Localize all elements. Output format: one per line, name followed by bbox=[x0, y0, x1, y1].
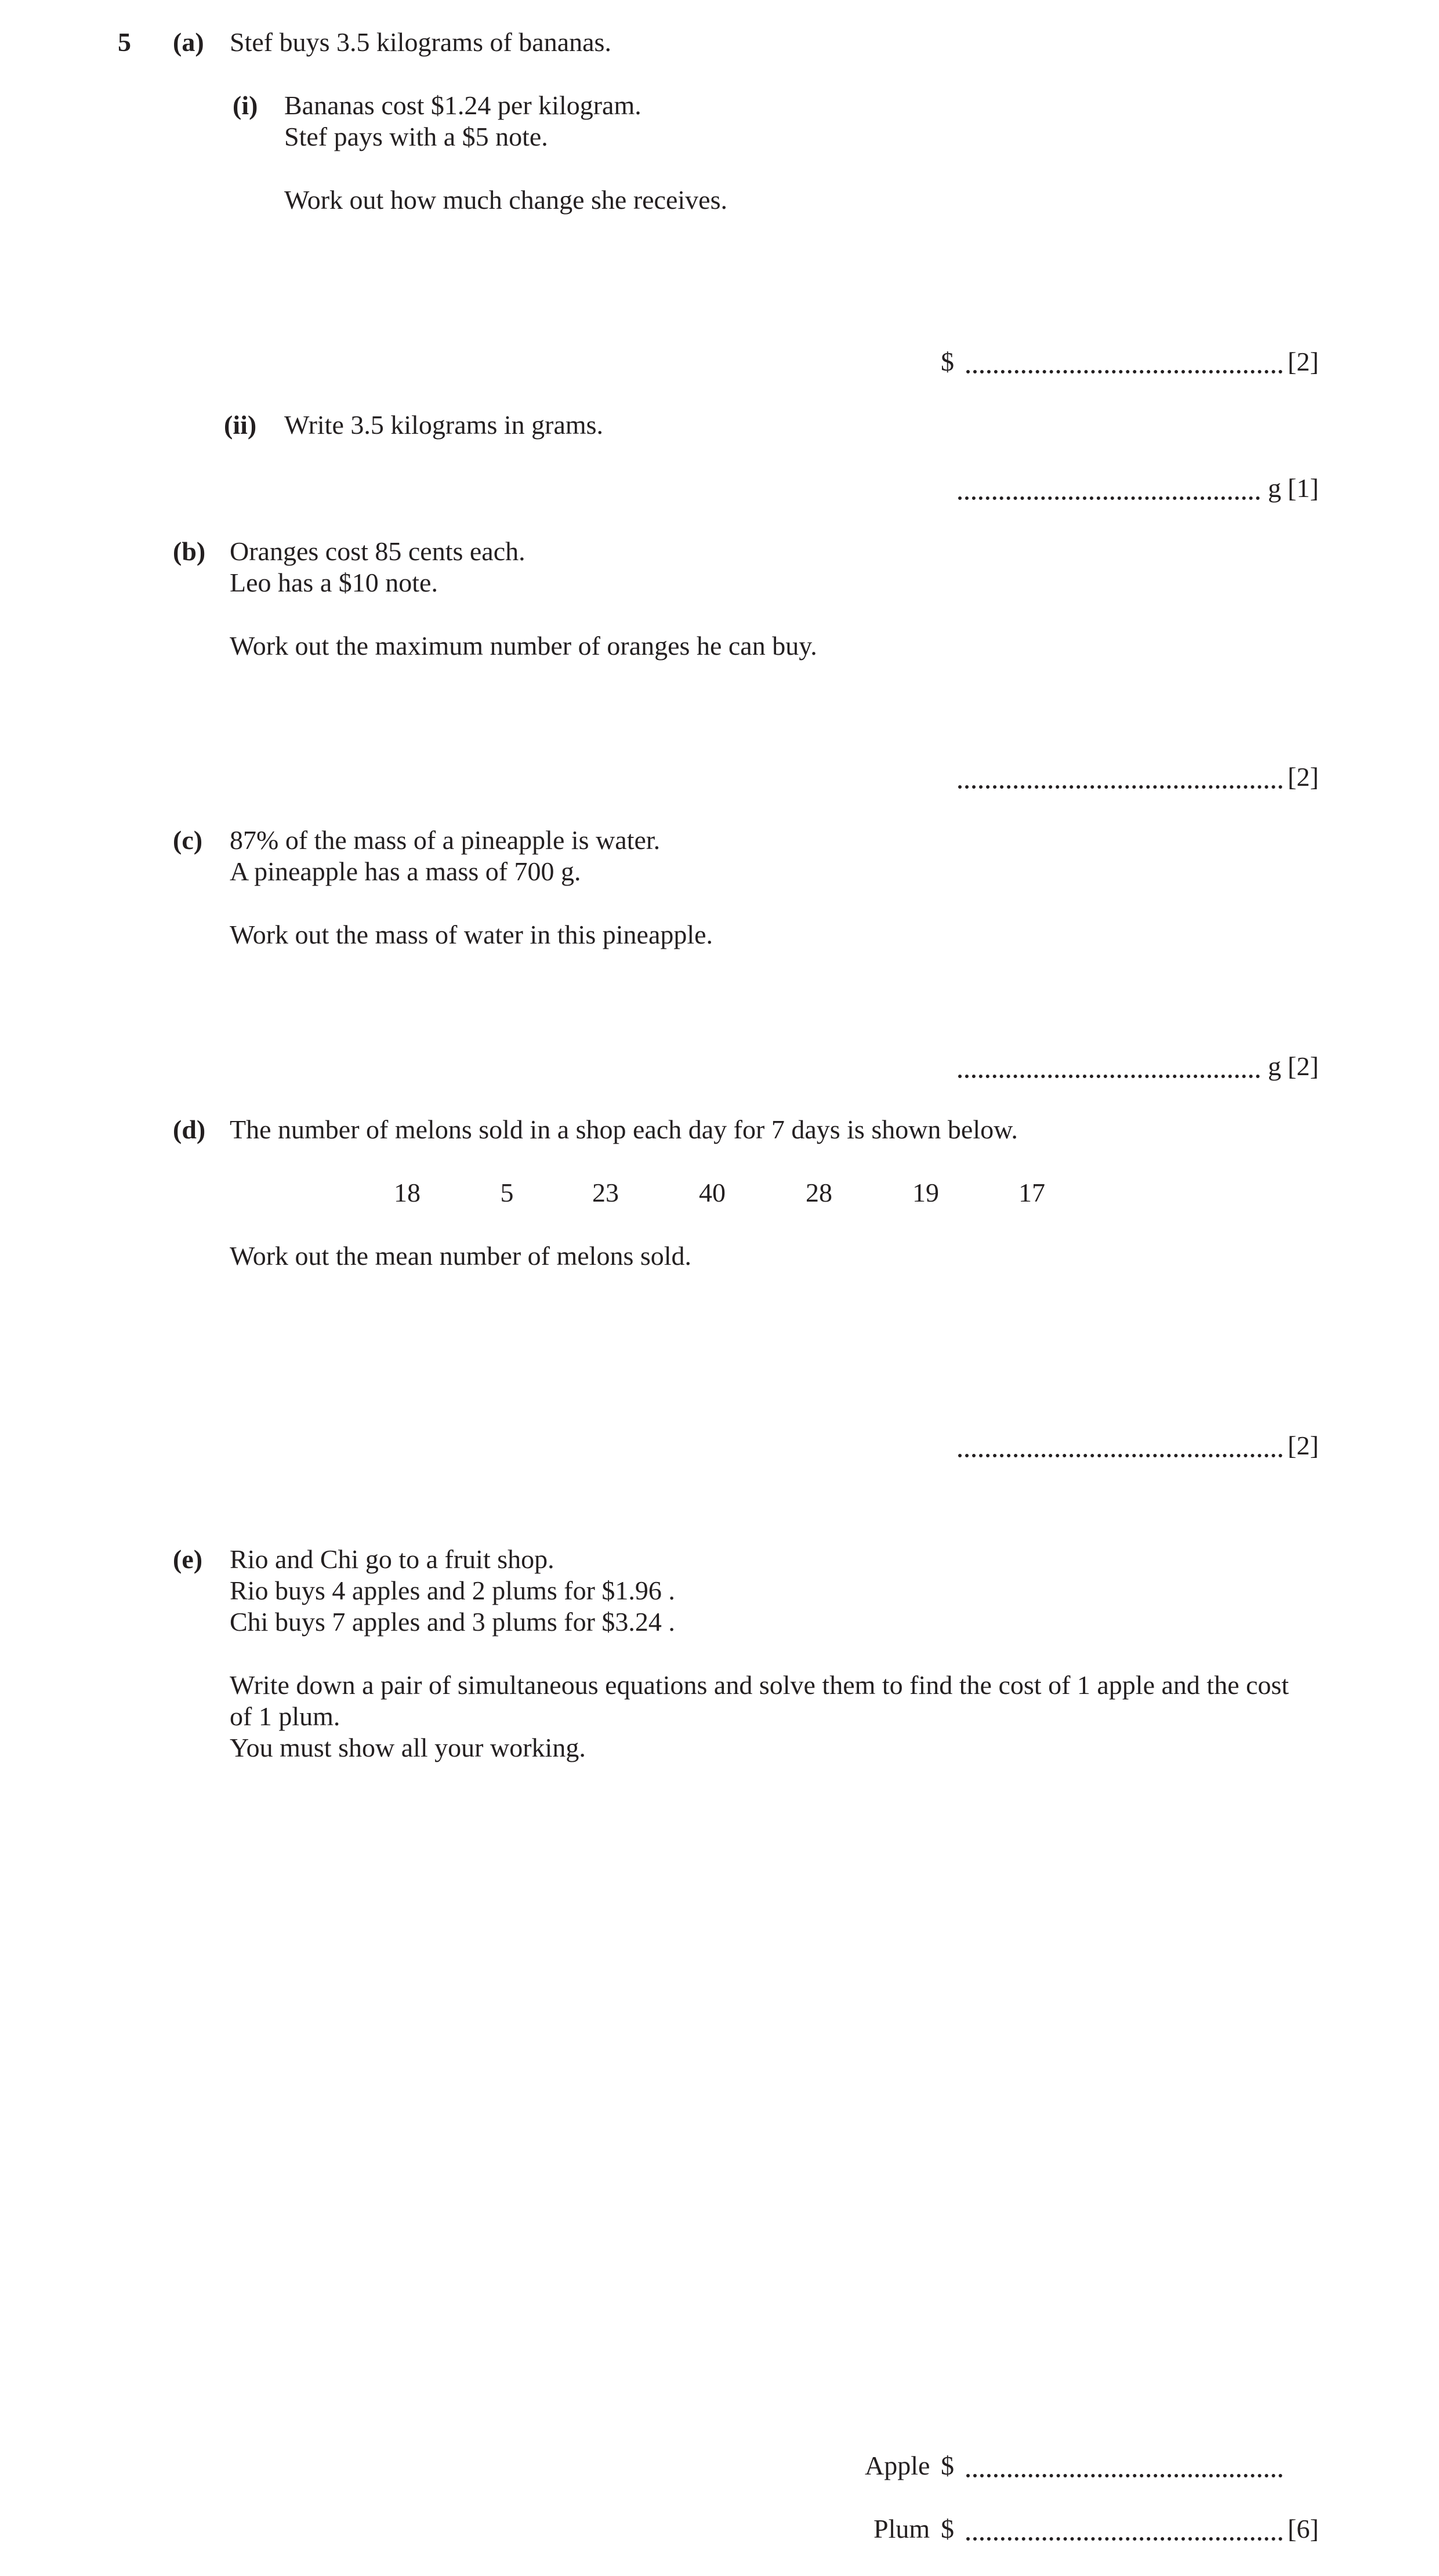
apple-currency: $ bbox=[941, 2451, 954, 2480]
melon-value-4: 40 bbox=[699, 1178, 726, 1207]
melon-value-5: 28 bbox=[806, 1178, 832, 1207]
plum-label: Plum bbox=[873, 2514, 930, 2544]
answer-line-plum[interactable] bbox=[966, 2531, 1282, 2541]
marks-b: [2] bbox=[1288, 762, 1319, 792]
answer-line-d[interactable] bbox=[958, 1448, 1282, 1457]
melon-value-7: 17 bbox=[1018, 1178, 1045, 1207]
part-e-task-line3: You must show all your working. bbox=[230, 1733, 586, 1762]
part-c-task: Work out the mass of water in this pineapple. bbox=[230, 920, 713, 949]
answer-line-c[interactable] bbox=[958, 1069, 1260, 1078]
part-a-ii-task: Write 3.5 kilograms in grams. bbox=[284, 410, 604, 440]
part-c-label: (c) bbox=[173, 825, 203, 855]
part-e-task-line1: Write down a pair of simultaneous equations and solve them to find the cost of 1 apple and the cost bbox=[230, 1670, 1289, 1700]
part-e-label: (e) bbox=[173, 1544, 203, 1574]
marks-e: [6] bbox=[1288, 2514, 1319, 2544]
answer-c-unit: g bbox=[1268, 1051, 1281, 1081]
melon-value-3: 23 bbox=[592, 1178, 619, 1207]
part-b-task: Work out the maximum number of oranges he can buy. bbox=[230, 631, 817, 661]
question-number: 5 bbox=[118, 27, 131, 57]
answer-line-apple[interactable] bbox=[966, 2468, 1282, 2477]
part-d-label: (d) bbox=[173, 1115, 206, 1144]
part-a-ii-label: (ii) bbox=[224, 410, 257, 440]
marks-a-ii: [1] bbox=[1288, 473, 1319, 503]
melon-value-1: 18 bbox=[394, 1178, 421, 1207]
marks-d: [2] bbox=[1288, 1431, 1319, 1460]
marks-a-i: [2] bbox=[1288, 347, 1319, 376]
part-a-label: (a) bbox=[173, 27, 204, 57]
answer-line-a-i[interactable] bbox=[966, 364, 1282, 373]
part-a-i-task: Work out how much change she receives. bbox=[284, 185, 727, 215]
part-d-line1: The number of melons sold in a shop each day for 7 days is shown below. bbox=[230, 1115, 1018, 1144]
part-b-line1: Oranges cost 85 cents each. bbox=[230, 536, 525, 566]
part-a-i-line2: Stef pays with a $5 note. bbox=[284, 122, 548, 151]
part-b-line2: Leo has a $10 note. bbox=[230, 568, 438, 597]
part-a-intro: Stef buys 3.5 kilograms of bananas. bbox=[230, 27, 611, 57]
part-d-task: Work out the mean number of melons sold. bbox=[230, 1241, 692, 1271]
part-e-line1: Rio and Chi go to a fruit shop. bbox=[230, 1544, 554, 1574]
part-a-i-label: (i) bbox=[233, 90, 258, 120]
answer-a-ii-unit: g bbox=[1268, 473, 1281, 503]
answer-a-i-currency: $ bbox=[941, 347, 954, 376]
part-c-line2: A pineapple has a mass of 700 g. bbox=[230, 857, 581, 886]
apple-label: Apple bbox=[865, 2451, 930, 2480]
melon-value-2: 5 bbox=[500, 1178, 514, 1207]
part-a-i-line1: Bananas cost $1.24 per kilogram. bbox=[284, 90, 641, 120]
plum-currency: $ bbox=[941, 2514, 954, 2544]
part-b-label: (b) bbox=[173, 536, 206, 566]
part-e-task-line2: of 1 plum. bbox=[230, 1701, 340, 1731]
marks-c: [2] bbox=[1288, 1051, 1319, 1081]
part-e-line3: Chi buys 7 apples and 3 plums for $3.24 . bbox=[230, 1607, 675, 1637]
answer-line-b[interactable] bbox=[958, 779, 1282, 789]
answer-line-a-ii[interactable] bbox=[958, 491, 1260, 500]
part-c-line1: 87% of the mass of a pineapple is water. bbox=[230, 825, 661, 855]
melon-value-6: 19 bbox=[912, 1178, 939, 1207]
part-e-line2: Rio buys 4 apples and 2 plums for $1.96 . bbox=[230, 1576, 675, 1605]
